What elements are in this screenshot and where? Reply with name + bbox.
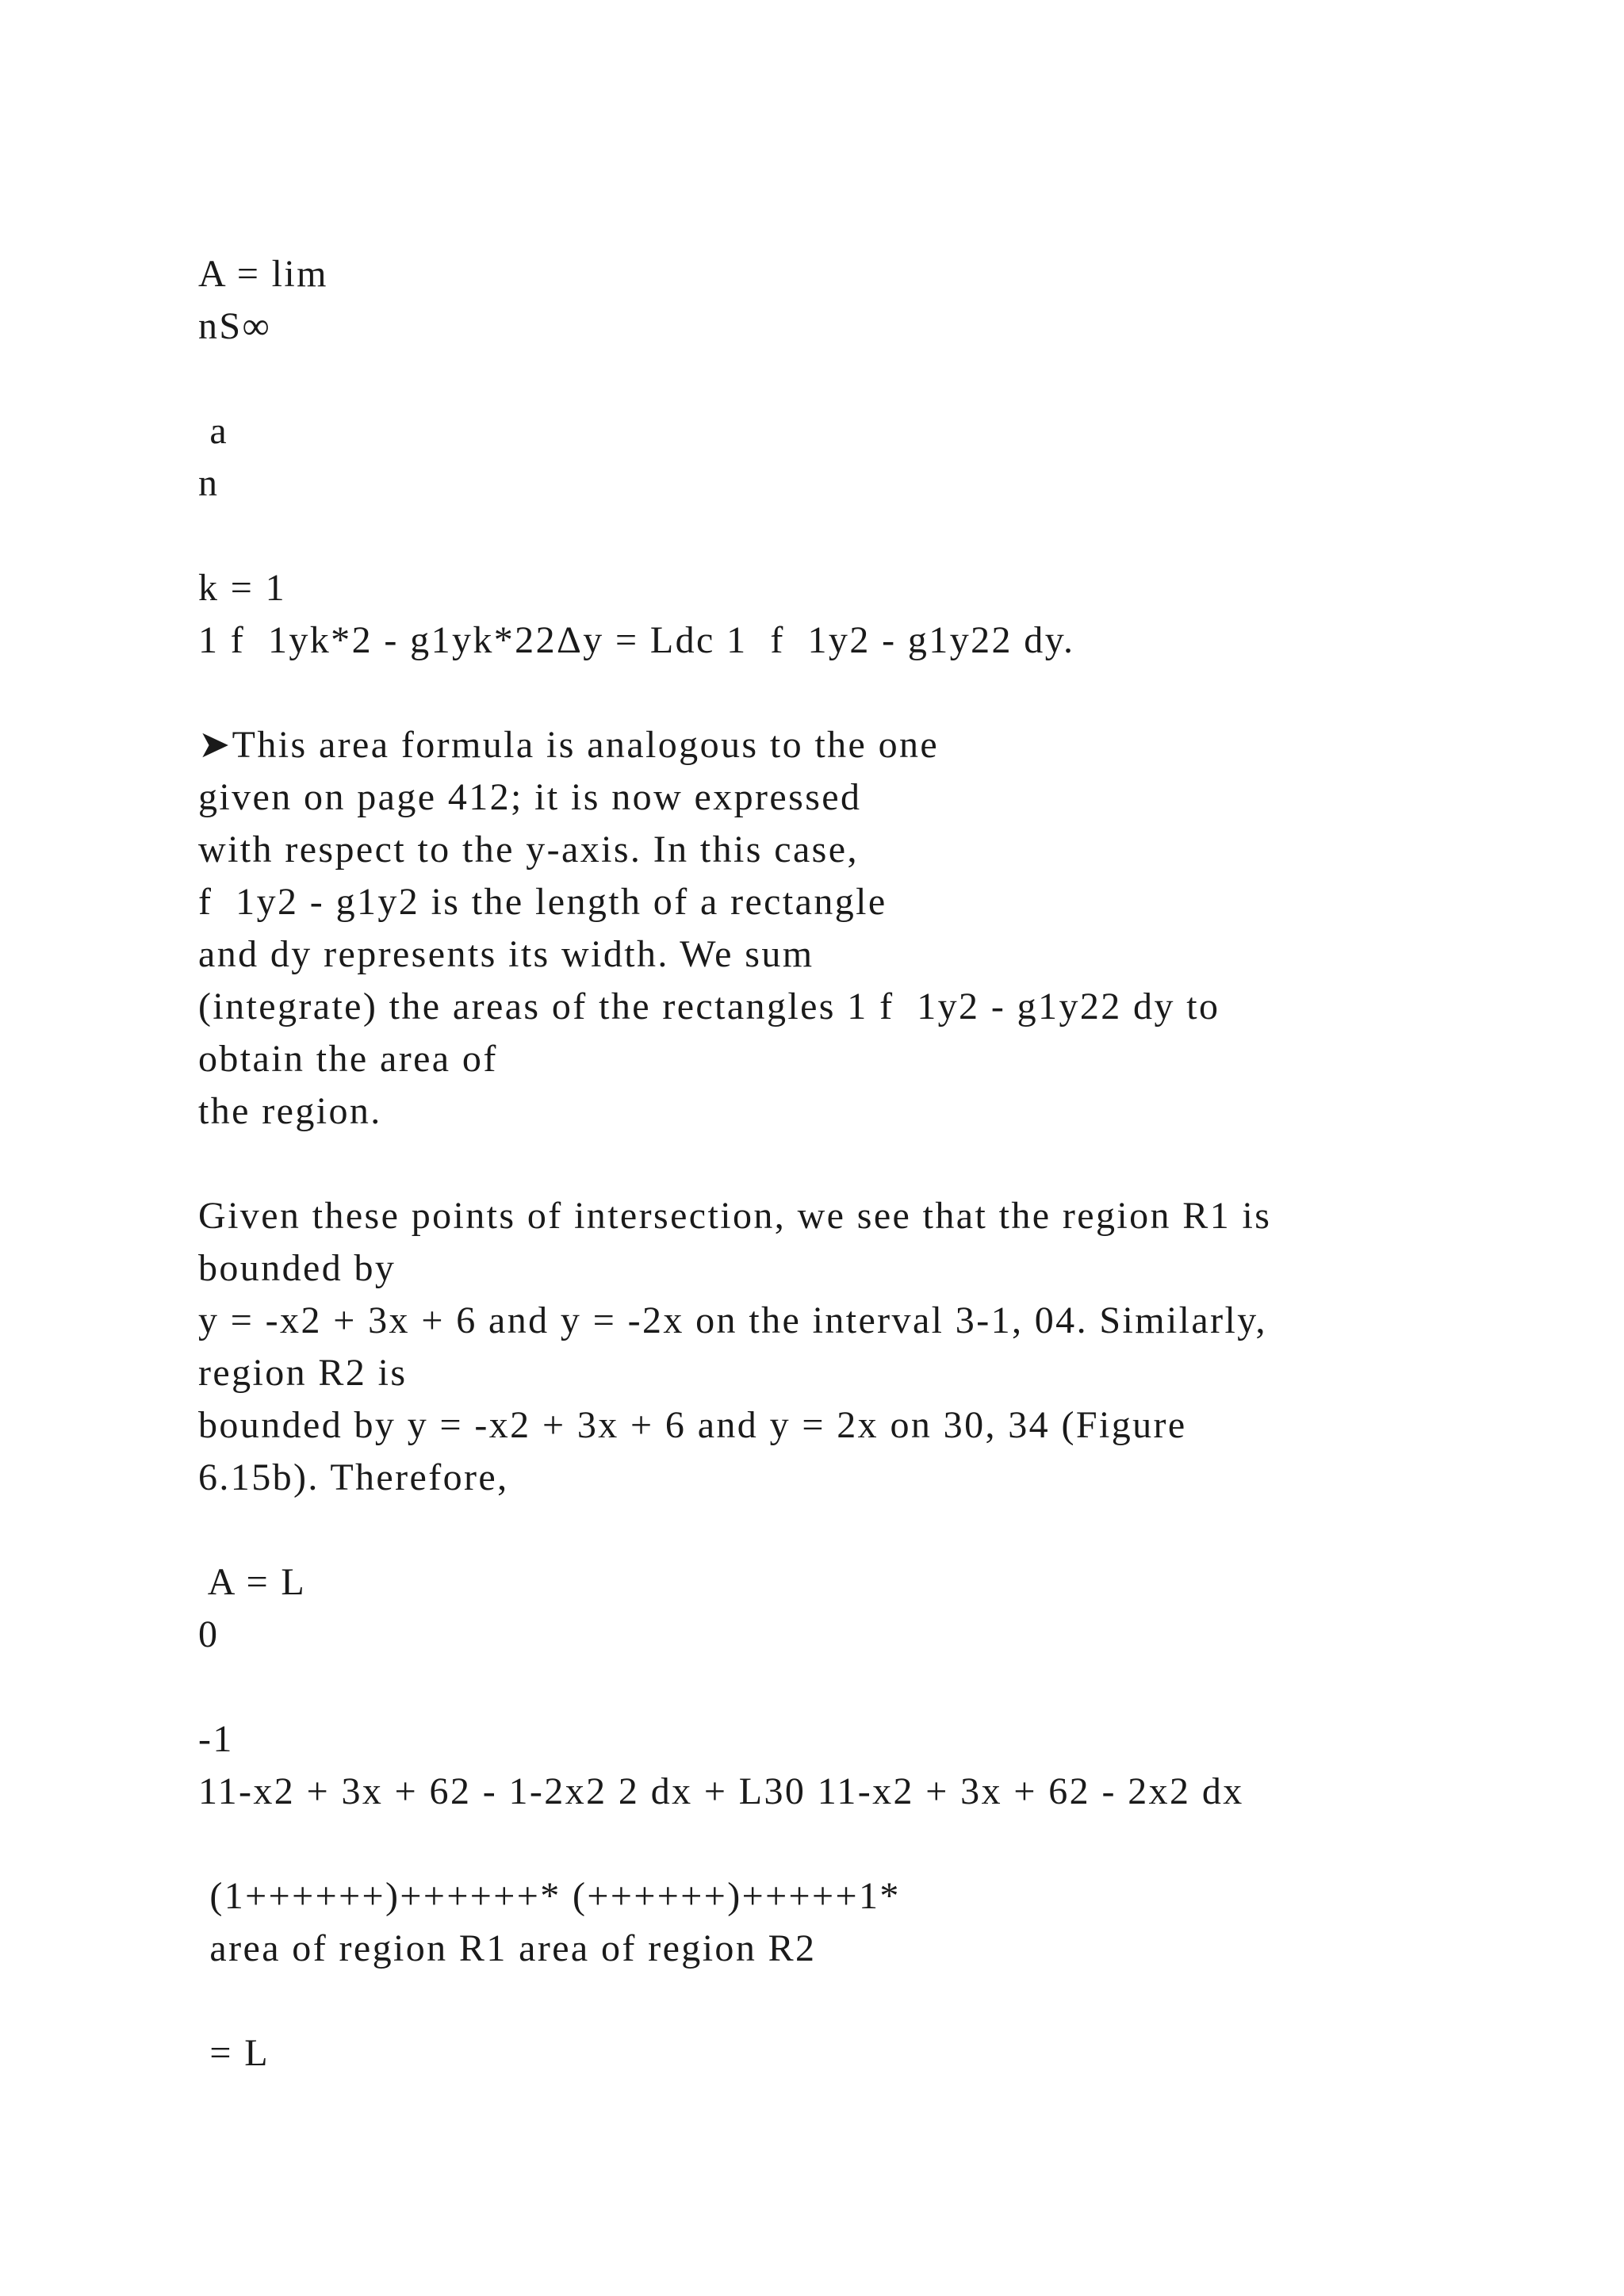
area-limit-line: A = lim [198, 253, 328, 295]
paragraph-line: region R2 is [198, 1352, 408, 1394]
sum-symbol-line: a [198, 410, 229, 452]
result-line: = L [198, 2032, 270, 2074]
underbrace-line: (1++++++)++++++* (++++++)+++++1* [198, 1875, 901, 1917]
integral-expression: 11-x2 + 3x + 62 - 1-2x2 2 dx + L30 11-x2 + 3x + 62 - 2x2 dx [198, 1770, 1244, 1812]
paragraph-line: 6.15b). Therefore, [198, 1456, 509, 1498]
note-line: the region. [198, 1090, 382, 1132]
integral-lower-limit: -1 [198, 1718, 234, 1760]
arrow-icon: ➤ [198, 724, 232, 766]
paragraph-line: bounded by y = -x2 + 3x + 6 and y = 2x on 30, 34 (Figure [198, 1404, 1187, 1446]
note-first-line [198, 719, 939, 771]
note-line: with respect to the y-axis. In this case, [198, 828, 859, 871]
limit-subscript: nS∞ [198, 305, 272, 347]
area-formula-line: 1 f 1yk*2 - g1yk*22Δy = Ldc 1 f 1y2 - g1y22 dy. [198, 619, 1075, 661]
note-line: (integrate) the areas of the rectangles 1 f 1y2 - g1y22 dy to [198, 985, 1220, 1027]
paragraph-line: bounded by [198, 1247, 396, 1289]
integral-upper-limit: 0 [198, 1613, 220, 1655]
note-line: given on page 412; it is now expressed [198, 776, 862, 818]
sum-upper-index: n [198, 462, 220, 504]
note-line: obtain the area of [198, 1038, 498, 1080]
underbrace-labels: area of region R1 area of region R2 [198, 1927, 817, 1969]
note-line: and dy represents its width. We sum [198, 933, 814, 975]
integral-line: A = L [198, 1561, 307, 1603]
paragraph-line: Given these points of intersection, we see that the region R1 is [198, 1195, 1272, 1237]
note-line: f 1y2 - g1y2 is the length of a rectangle [198, 881, 887, 923]
paragraph-line: y = -x2 + 3x + 6 and y = -2x on the interval 3-1, 04. Similarly, [198, 1299, 1267, 1341]
sum-lower-index: k = 1 [198, 567, 287, 609]
note-text: This area formula is analogous to the one [232, 724, 940, 766]
